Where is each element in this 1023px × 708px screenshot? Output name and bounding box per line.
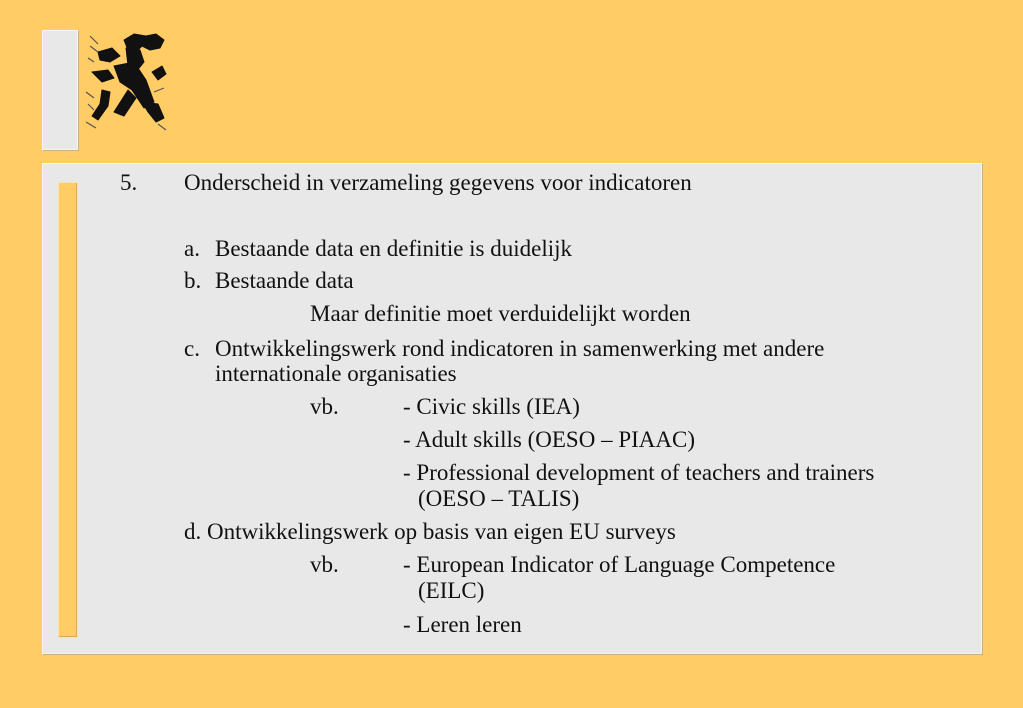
- heading-number: 5.: [120, 170, 138, 195]
- item-d-example-2: - Leren leren: [403, 612, 522, 637]
- item-d-text: d. Ontwikkelingswerk op basis van eigen EU surveys: [184, 519, 676, 544]
- item-a-marker: a.: [184, 236, 200, 261]
- item-c-text-line2: internationale organisaties: [215, 361, 457, 386]
- item-d-example-label: vb.: [310, 552, 339, 577]
- item-b-text: Bestaande data: [215, 268, 354, 293]
- item-c-marker: c.: [184, 336, 200, 361]
- item-c-example-3-line2: (OESO – TALIS): [418, 486, 580, 511]
- item-c-example-1: - Civic skills (IEA): [403, 394, 580, 419]
- accent-bar: [58, 182, 78, 638]
- item-d-example-1-line2: (EILC): [418, 578, 485, 603]
- item-c-example-2: - Adult skills (OESO – PIAAC): [403, 427, 695, 452]
- item-b-continuation: Maar definitie moet verduidelijkt worden: [310, 301, 691, 326]
- flemish-lion-icon: [84, 32, 170, 132]
- item-b-marker: b.: [184, 268, 202, 293]
- heading-text: Onderscheid in verzameling gegevens voor indicatoren: [184, 170, 692, 195]
- item-d-example-1-line1: - European Indicator of Language Competence: [403, 552, 836, 577]
- item-c-example-label: vb.: [310, 394, 339, 419]
- item-a-text: Bestaande data en definitie is duidelijk: [215, 236, 573, 261]
- item-c-text-line1: Ontwikkelingswerk rond indicatoren in samenwerking met andere: [215, 336, 825, 361]
- logo-strip: [42, 30, 78, 150]
- item-c-example-3-line1: - Professional development of teachers and trainers: [403, 460, 875, 485]
